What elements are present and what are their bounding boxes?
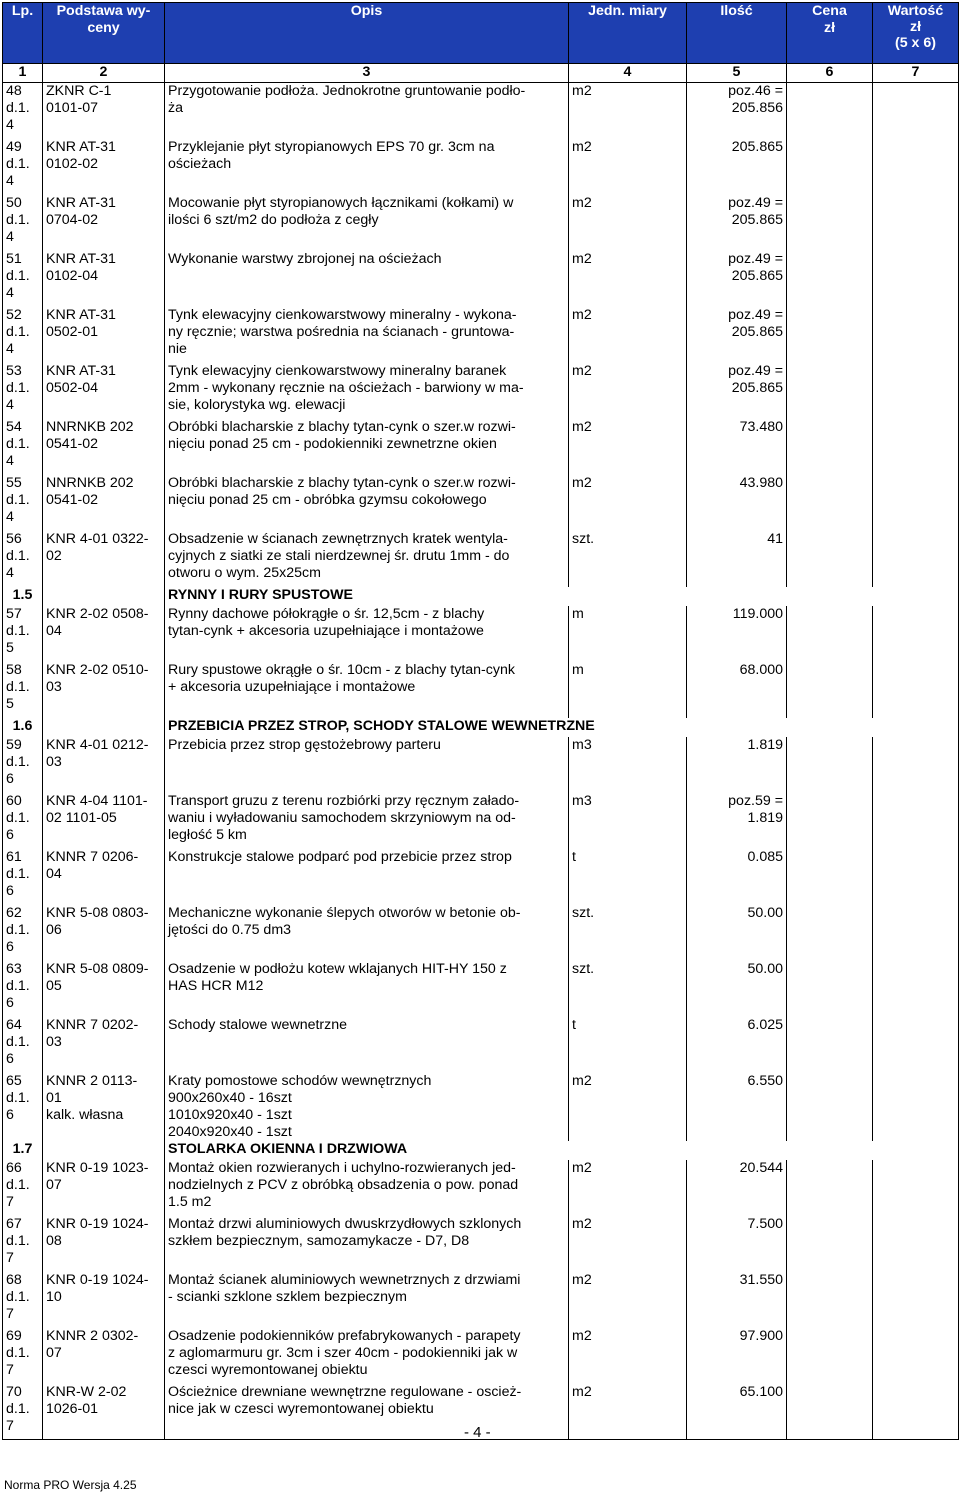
row-price bbox=[787, 606, 873, 662]
row-unit: m2 bbox=[569, 1216, 687, 1272]
row-description: Tynk elewacyjny cienkowarstwowy mineralny - wykona- ny ręcznie; warstwa pośrednia na ścianach - gruntowa- nie bbox=[165, 307, 569, 363]
table-row bbox=[3, 531, 959, 587]
row-lp: 68 d.1. 7 bbox=[3, 1272, 43, 1328]
row-price bbox=[787, 737, 873, 793]
row-lp: 48 d.1. 4 bbox=[3, 83, 43, 139]
header-wartosc: Wartość zł (5 x 6) bbox=[873, 3, 959, 64]
row-lp: 51 d.1. 4 bbox=[3, 251, 43, 307]
row-lp: 57 d.1. 5 bbox=[3, 606, 43, 662]
row-price bbox=[787, 307, 873, 363]
row-unit: m bbox=[569, 606, 687, 662]
row-basis: KNR AT-31 0102-04 bbox=[43, 251, 165, 307]
row-unit: t bbox=[569, 849, 687, 905]
row-basis: KNR AT-31 0502-04 bbox=[43, 363, 165, 419]
row-basis: KNR AT-31 0502-01 bbox=[43, 307, 165, 363]
row-unit: m2 bbox=[569, 363, 687, 419]
row-quantity: 43.980 bbox=[687, 475, 787, 531]
row-lp: 69 d.1. 7 bbox=[3, 1328, 43, 1384]
row-description: Montaż ścianek aluminiowych wewnetrznych z drzwiami - scianki szklone szklem bezpiecznym bbox=[165, 1272, 569, 1328]
row-description: Transport gruzu z terenu rozbiórki przy ręcznym załado- waniu i wyładowaniu samochodem skrzyniowym na od- ległość 5 km bbox=[165, 793, 569, 849]
table-row bbox=[3, 139, 959, 195]
row-lp: 50 d.1. 4 bbox=[3, 195, 43, 251]
row-basis: KNR 2-02 0510- 03 bbox=[43, 662, 165, 718]
row-value bbox=[873, 139, 959, 195]
row-basis: KNNR 7 0206- 04 bbox=[43, 849, 165, 905]
row-price bbox=[787, 531, 873, 587]
row-basis: KNNR 2 0113- 01 kalk. własna bbox=[43, 1073, 165, 1141]
row-value bbox=[873, 662, 959, 718]
table-body bbox=[3, 83, 959, 1440]
row-lp: 67 d.1. 7 bbox=[3, 1216, 43, 1272]
table-row bbox=[3, 1073, 959, 1141]
row-unit: m2 bbox=[569, 307, 687, 363]
row-quantity: 205.865 bbox=[687, 139, 787, 195]
row-unit: szt. bbox=[569, 905, 687, 961]
section-spacer bbox=[43, 587, 165, 606]
row-quantity: 1.819 bbox=[687, 737, 787, 793]
row-price bbox=[787, 139, 873, 195]
header-jedn-miary: Jedn. miary bbox=[569, 3, 687, 64]
table-row bbox=[3, 251, 959, 307]
row-basis: NNRNKB 202 0541-02 bbox=[43, 419, 165, 475]
header-lp: Lp. bbox=[3, 3, 43, 64]
row-price bbox=[787, 419, 873, 475]
row-basis: KNR 4-01 0212- 03 bbox=[43, 737, 165, 793]
row-price bbox=[787, 849, 873, 905]
table-header-row bbox=[3, 3, 959, 64]
row-value bbox=[873, 363, 959, 419]
row-unit: szt. bbox=[569, 961, 687, 1017]
row-value bbox=[873, 961, 959, 1017]
row-description: Mechaniczne wykonanie ślepych otworów w betonie ob- jętości do 0.75 dm3 bbox=[165, 905, 569, 961]
row-basis: KNR 5-08 0809- 05 bbox=[43, 961, 165, 1017]
row-unit: t bbox=[569, 1017, 687, 1073]
table-row bbox=[3, 363, 959, 419]
section-title: RYNNY I RURY SPUSTOWE bbox=[165, 587, 959, 606]
column-number: 2 bbox=[43, 64, 165, 83]
row-price bbox=[787, 1073, 873, 1141]
table-row bbox=[3, 195, 959, 251]
row-basis: KNR-W 2-02 1026-01 bbox=[43, 1384, 165, 1440]
section-number: 1.7 bbox=[3, 1141, 43, 1160]
row-quantity: 97.900 bbox=[687, 1328, 787, 1384]
row-description: Przebicia przez strop gęstożebrowy parteru bbox=[165, 737, 569, 793]
row-basis: KNR 0-19 1024- 08 bbox=[43, 1216, 165, 1272]
row-description: Schody stalowe wewnetrzne bbox=[165, 1017, 569, 1073]
header-ilosc: Ilość bbox=[687, 3, 787, 64]
row-price bbox=[787, 961, 873, 1017]
row-lp: 49 d.1. 4 bbox=[3, 139, 43, 195]
table-row bbox=[3, 419, 959, 475]
row-quantity: 73.480 bbox=[687, 419, 787, 475]
row-quantity: 6.025 bbox=[687, 1017, 787, 1073]
row-unit: m2 bbox=[569, 419, 687, 475]
row-unit: m3 bbox=[569, 793, 687, 849]
row-unit: m2 bbox=[569, 1073, 687, 1141]
table-row bbox=[3, 961, 959, 1017]
table-row bbox=[3, 1216, 959, 1272]
row-quantity: poz.49 = 205.865 bbox=[687, 251, 787, 307]
row-unit: m2 bbox=[569, 251, 687, 307]
row-value bbox=[873, 905, 959, 961]
row-lp: 63 d.1. 6 bbox=[3, 961, 43, 1017]
section-row bbox=[3, 718, 959, 737]
header-podstawa: Podstawa wy- ceny bbox=[43, 3, 165, 64]
row-value bbox=[873, 1272, 959, 1328]
row-price bbox=[787, 195, 873, 251]
row-unit: m2 bbox=[569, 83, 687, 139]
row-description: Obróbki blacharskie z blachy tytan-cynk o szer.w rozwi- nięciu ponad 25 cm - obróbka gzymsu cokołowego bbox=[165, 475, 569, 531]
row-basis: KNR AT-31 0704-02 bbox=[43, 195, 165, 251]
row-basis: KNR 2-02 0508- 04 bbox=[43, 606, 165, 662]
row-quantity: 31.550 bbox=[687, 1272, 787, 1328]
row-price bbox=[787, 1160, 873, 1216]
table-row bbox=[3, 849, 959, 905]
row-unit: m2 bbox=[569, 1160, 687, 1216]
row-unit: m2 bbox=[569, 139, 687, 195]
row-quantity: poz.49 = 205.865 bbox=[687, 307, 787, 363]
section-title: PRZEBICIA PRZEZ STROP, SCHODY STALOWE WEWNETRZNE bbox=[165, 718, 959, 737]
row-lp: 65 d.1. 6 bbox=[3, 1073, 43, 1141]
section-spacer bbox=[43, 1141, 165, 1160]
row-basis: KNR 0-19 1024- 10 bbox=[43, 1272, 165, 1328]
row-value bbox=[873, 737, 959, 793]
section-title: STOLARKA OKIENNA I DRZWIOWA bbox=[165, 1141, 959, 1160]
row-description: Przyklejanie płyt styropianowych EPS 70 gr. 3cm na ościeżach bbox=[165, 139, 569, 195]
row-lp: 56 d.1. 4 bbox=[3, 531, 43, 587]
row-price bbox=[787, 793, 873, 849]
row-value bbox=[873, 1017, 959, 1073]
section-row bbox=[3, 587, 959, 606]
row-basis: KNR AT-31 0102-02 bbox=[43, 139, 165, 195]
row-lp: 62 d.1. 6 bbox=[3, 905, 43, 961]
row-quantity: poz.46 = 205.856 bbox=[687, 83, 787, 139]
row-unit: m3 bbox=[569, 737, 687, 793]
row-quantity: 68.000 bbox=[687, 662, 787, 718]
row-description: Przygotowanie podłoża. Jednokrotne gruntowanie podło- ża bbox=[165, 83, 569, 139]
row-unit: m2 bbox=[569, 1328, 687, 1384]
table-row bbox=[3, 475, 959, 531]
table-row bbox=[3, 793, 959, 849]
row-unit: m2 bbox=[569, 1384, 687, 1440]
column-number-row bbox=[3, 64, 959, 83]
row-lp: 66 d.1. 7 bbox=[3, 1160, 43, 1216]
row-quantity: 50.00 bbox=[687, 961, 787, 1017]
row-value bbox=[873, 1384, 959, 1440]
row-description: Wykonanie warstwy zbrojonej na ościeżach bbox=[165, 251, 569, 307]
row-description: Tynk elewacyjny cienkowarstwowy mineralny baranek 2mm - wykonany ręcznie na ościeżach - barwiony w ma- sie, kolorystyka wg. elewacji bbox=[165, 363, 569, 419]
table-row bbox=[3, 1160, 959, 1216]
section-row bbox=[3, 1141, 959, 1160]
row-price bbox=[787, 905, 873, 961]
row-quantity: poz.49 = 205.865 bbox=[687, 195, 787, 251]
column-number: 1 bbox=[3, 64, 43, 83]
table-row bbox=[3, 1272, 959, 1328]
row-price bbox=[787, 475, 873, 531]
row-description: Konstrukcje stalowe podparć pod przebicie przez strop bbox=[165, 849, 569, 905]
header-cena: Cena zł bbox=[787, 3, 873, 64]
row-quantity: 6.550 bbox=[687, 1073, 787, 1141]
row-basis: KNNR 7 0202- 03 bbox=[43, 1017, 165, 1073]
row-description: Kraty pomostowe schodów wewnętrznych 900x260x40 - 16szt 1010x920x40 - 1szt 2040x920x40 - 1szt bbox=[165, 1073, 569, 1141]
row-value bbox=[873, 83, 959, 139]
row-description: Rury spustowe okrągłe o śr. 10cm - z blachy tytan-cynk + akcesoria uzupełniające i montażowe bbox=[165, 662, 569, 718]
row-price bbox=[787, 1272, 873, 1328]
table-row bbox=[3, 606, 959, 662]
row-value bbox=[873, 475, 959, 531]
row-basis: KNR 0-19 1023- 07 bbox=[43, 1160, 165, 1216]
row-value bbox=[873, 1073, 959, 1141]
row-basis: KNR 4-01 0322- 02 bbox=[43, 531, 165, 587]
table-row bbox=[3, 662, 959, 718]
cost-estimate-table bbox=[2, 2, 959, 1440]
row-price bbox=[787, 662, 873, 718]
table-row bbox=[3, 307, 959, 363]
column-number: 6 bbox=[787, 64, 873, 83]
row-value bbox=[873, 1328, 959, 1384]
row-quantity: 50.00 bbox=[687, 905, 787, 961]
row-description: Rynny dachowe półokrągłe o śr. 12,5cm - z blachy tytan-cynk + akcesoria uzupełniające i montażowe bbox=[165, 606, 569, 662]
row-unit: szt. bbox=[569, 531, 687, 587]
row-description: Montaż drzwi aluminiowych dwuskrzydłowych szklonych szkłem bezpiecznym, samozamykacze - D7, D8 bbox=[165, 1216, 569, 1272]
row-quantity: 41 bbox=[687, 531, 787, 587]
row-lp: 58 d.1. 5 bbox=[3, 662, 43, 718]
row-description: Montaż okien rozwieranych i uchylno-rozwieranych jed- nodzielnych z PCV z obróbką obsadzenia o pow. ponad 1.5 m2 bbox=[165, 1160, 569, 1216]
row-lp: 59 d.1. 6 bbox=[3, 737, 43, 793]
column-number: 7 bbox=[873, 64, 959, 83]
row-price bbox=[787, 1384, 873, 1440]
row-quantity: 20.544 bbox=[687, 1160, 787, 1216]
row-description: Ościeżnice drewniane wewnętrzne regulowane - oscież- nice jak w czesci wyremontowanej obiektu bbox=[165, 1384, 569, 1440]
row-price bbox=[787, 251, 873, 307]
row-value bbox=[873, 849, 959, 905]
row-lp: 60 d.1. 6 bbox=[3, 793, 43, 849]
row-lp: 52 d.1. 4 bbox=[3, 307, 43, 363]
column-number: 3 bbox=[165, 64, 569, 83]
section-number: 1.6 bbox=[3, 718, 43, 737]
row-value bbox=[873, 195, 959, 251]
row-basis: ZKNR C-1 0101-07 bbox=[43, 83, 165, 139]
table-row bbox=[3, 83, 959, 139]
row-unit: m bbox=[569, 662, 687, 718]
row-value bbox=[873, 1160, 959, 1216]
column-number: 5 bbox=[687, 64, 787, 83]
row-value bbox=[873, 606, 959, 662]
header-opis: Opis bbox=[165, 3, 569, 64]
table-row bbox=[3, 1328, 959, 1384]
row-quantity: poz.49 = 205.865 bbox=[687, 363, 787, 419]
row-unit: m2 bbox=[569, 195, 687, 251]
row-description: Obróbki blacharskie z blachy tytan-cynk o szer.w rozwi- nięciu ponad 25 cm - podokienniki zewnetrzne okien bbox=[165, 419, 569, 475]
row-unit: m2 bbox=[569, 1272, 687, 1328]
row-quantity: poz.59 = 1.819 bbox=[687, 793, 787, 849]
row-value bbox=[873, 1216, 959, 1272]
row-basis: KNR 5-08 0803- 06 bbox=[43, 905, 165, 961]
row-value bbox=[873, 419, 959, 475]
row-description: Mocowanie płyt styropianowych łącznikami (kołkami) w ilości 6 szt/m2 do podłoża z cegły bbox=[165, 195, 569, 251]
table-row bbox=[3, 737, 959, 793]
row-quantity: 119.000 bbox=[687, 606, 787, 662]
row-lp: 64 d.1. 6 bbox=[3, 1017, 43, 1073]
row-price bbox=[787, 363, 873, 419]
row-lp: 53 d.1. 4 bbox=[3, 363, 43, 419]
row-lp: 70 d.1. 7 bbox=[3, 1384, 43, 1440]
row-price bbox=[787, 83, 873, 139]
software-footer: Norma PRO Wersja 4.25 bbox=[4, 1478, 137, 1492]
row-lp: 55 d.1. 4 bbox=[3, 475, 43, 531]
row-description: Obsadzenie w ścianach zewnętrznych kratek wentyla- cyjnych z siatki ze stali nierdzewnej śr. drutu 1mm - do otworu o wym. 25x25cm bbox=[165, 531, 569, 587]
row-value bbox=[873, 251, 959, 307]
row-basis: NNRNKB 202 0541-02 bbox=[43, 475, 165, 531]
row-value bbox=[873, 307, 959, 363]
table-row bbox=[3, 1017, 959, 1073]
row-price bbox=[787, 1328, 873, 1384]
row-lp: 61 d.1. 6 bbox=[3, 849, 43, 905]
row-basis: KNR 4-04 1101- 02 1101-05 bbox=[43, 793, 165, 849]
row-price bbox=[787, 1017, 873, 1073]
row-value bbox=[873, 793, 959, 849]
row-quantity: 0.085 bbox=[687, 849, 787, 905]
table-row bbox=[3, 905, 959, 961]
row-quantity: 65.100 bbox=[687, 1384, 787, 1440]
row-lp: 54 d.1. 4 bbox=[3, 419, 43, 475]
section-number: 1.5 bbox=[3, 587, 43, 606]
row-quantity: 7.500 bbox=[687, 1216, 787, 1272]
section-spacer bbox=[43, 718, 165, 737]
row-unit: m2 bbox=[569, 475, 687, 531]
column-number: 4 bbox=[569, 64, 687, 83]
page-number: - 4 - bbox=[464, 1424, 491, 1441]
row-value bbox=[873, 531, 959, 587]
row-description: Osadzenie w podłożu kotew wklajanych HIT-HY 150 z HAS HCR M12 bbox=[165, 961, 569, 1017]
row-description: Osadzenie podokienników prefabrykowanych - parapety z aglomarmuru gr. 3cm i szer 40cm - podokienniki jak w czesci wyremontowanej obiektu bbox=[165, 1328, 569, 1384]
row-basis: KNNR 2 0302- 07 bbox=[43, 1328, 165, 1384]
row-price bbox=[787, 1216, 873, 1272]
